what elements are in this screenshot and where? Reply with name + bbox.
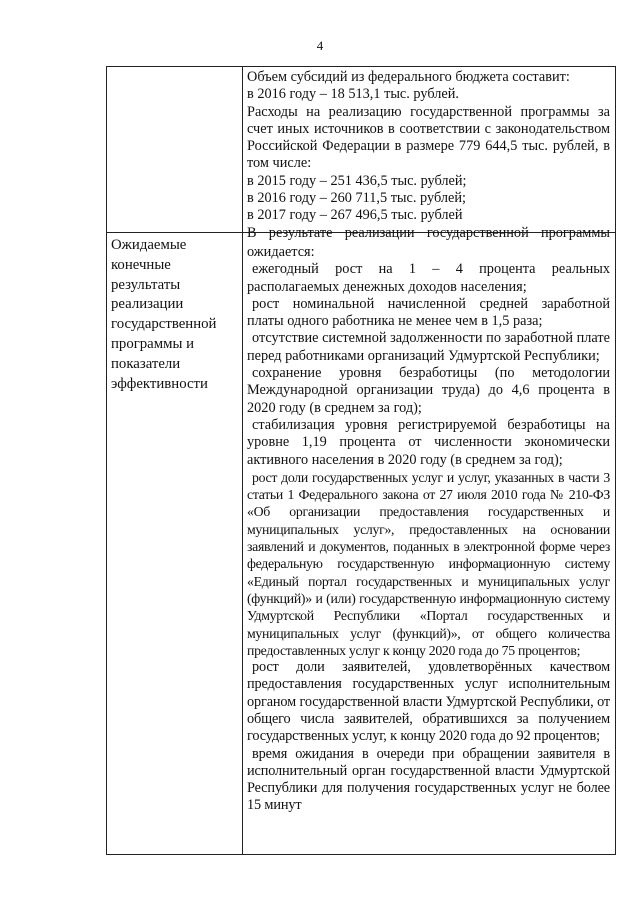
result-item: рост доли заявителей, удовлетворённых качеством предоставления государственных услуг исполнительным органом государственной власти Удмуртской Республики, от общего числа заявителей, обратившихся за получением государственных услуг, к концу 2020 года до 92 процентов;: [247, 659, 610, 745]
result-item: сохранение уровня безработицы (по методологии Международной организации труда) до 4,6 процента в 2020 году (в среднем за год);: [247, 365, 610, 416]
result-item: рост номинальной начисленной средней заработной платы одного работника не менее чем в 1,5 раза;: [247, 295, 610, 330]
result-item: ежегодный рост на 1 – 4 процента реальных располагаемых денежных доходов населения;: [247, 261, 610, 295]
funding-federal-2016: в 2016 году – 18 513,1 тыс. рублей.: [247, 86, 459, 103]
row-label-line: государственной: [111, 316, 217, 333]
funding-2016: в 2016 году – 260 711,5 тыс. рублей;: [247, 190, 466, 207]
result-item: рост доли государственных услуг и услуг, указанных в части 3 статьи 1 Федерального закона от 27 июля 2010 года № 210-ФЗ «Об организации предоставления государственных и муниципальных услуг», предоставленных на основании заявлений и документов, поданных в электронной форме через федеральную государственную информационную систему «Единый портал государственных и муниципальных услуг (функций)» и (или) государственную информационную систему Удмуртской Республики «Портал государственных и муниципальных услуг (функций)», от общего количества предоставленных услуг к концу 2020 года до 75 процентов;: [247, 469, 610, 658]
row-label-line: реализации: [111, 296, 184, 313]
column-divider: [242, 67, 243, 854]
page-number: 4: [316, 38, 324, 53]
results-intro: ожидается:: [247, 243, 315, 260]
result-item: время ожидания в очереди при обращении заявителя в исполнительный орган государственной власти Удмуртской Республики для получения государственных услуг не более 15 минут: [247, 745, 610, 814]
result-item: отсутствие системной задолженности по заработной плате перед работниками организаций Удмуртской Республики;: [247, 330, 610, 364]
row-label-line: показатели: [111, 355, 181, 372]
row-label-line: программы и: [111, 335, 195, 352]
row-label-line: результаты: [111, 276, 181, 293]
row-label-expected-results: [111, 236, 239, 394]
funding-2017: в 2017 году – 267 496,5 тыс. рублей: [247, 207, 463, 224]
funding-other-sources: Расходы на реализацию государственной программы за счет иных источников в соответствии с законодательством Российской Федерации в размере 779 644,5 тыс. рублей, в том числе:: [247, 103, 610, 172]
result-item: стабилизация уровня регистрируемой безработицы на уровне 1,19 процента от численности экономически активного населения в 2020 году (в среднем за год);: [247, 416, 610, 468]
program-passport-table: [106, 66, 616, 855]
program-content-cell: [247, 69, 610, 815]
row-label-line: эффективности: [111, 375, 208, 392]
row-label-line: Ожидаемые: [111, 237, 187, 253]
row-label-line: конечные: [111, 256, 171, 273]
funding-federal-line: Объем субсидий из федерального бюджета составит:: [247, 69, 570, 85]
results-heading: В результате реализации государственной программы: [247, 224, 610, 241]
funding-2015: в 2015 году – 251 436,5 тыс. рублей;: [247, 172, 467, 189]
